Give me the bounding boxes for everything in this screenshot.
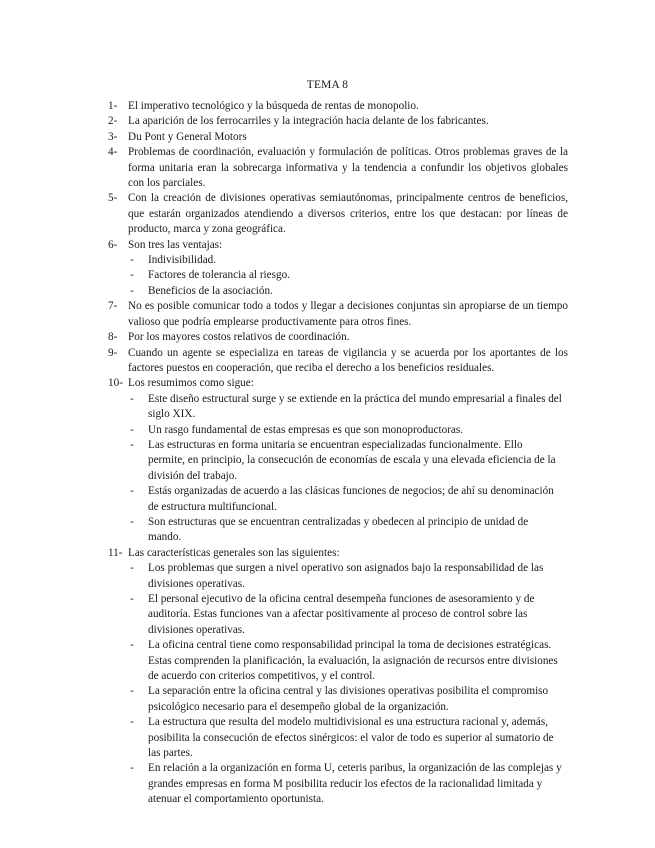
list-item [108,346,568,377]
list-item-text: Problemas de coordinación, evaluación y formulación de políticas. Otros problemas graves de la forma unitaria eran la sobrecarga informativa y la tendencia a confundir los objetivos globales con los parciales. [128,146,568,190]
list-item-text: Du Pont y General Motors [128,130,247,143]
dash-bullet: - [130,685,134,698]
list-item [108,546,568,561]
list-item [108,130,568,145]
sub-list-item [108,268,562,283]
list-item-number: 10- [108,377,123,390]
sub-list-item-text: Factores de tolerancia al riesgo. [148,269,290,282]
list-item [108,114,568,129]
dash-bullet: - [130,284,134,297]
list-item-number: 3- [108,130,118,143]
list-item-number: 5- [108,192,118,205]
sub-list-item-text: La oficina central tiene como responsabilidad principal la toma de decisiones estratégicas. Estas comprenden la planificación, la evaluación, la asignación de recursos entre divisiones de acuerdo con criterios competitivos, y el control. [148,639,558,683]
sub-list-item [108,561,562,592]
sub-list-item [108,638,562,684]
list-item-text: El imperativo tecnológico y la búsqueda de rentas de monopolio. [128,100,419,112]
list-item-number: 6- [108,238,118,251]
list-item-number: 11- [108,546,123,559]
list-item-number: 1- [108,100,118,112]
list-item [108,99,568,114]
dash-bullet: - [130,639,134,652]
dash-bullet: - [130,485,134,498]
list-item [108,376,568,391]
dash-bullet: - [130,269,134,282]
list-item [108,145,568,191]
list-item-text: Los resumimos como sigue: [128,377,254,390]
list-item-text: Cuando un agente se especializa en tareas de vigilancia y se acuerda por los aportantes de los factores puestos en cooperación, que reciba el derecho a los beneficios residuales. [128,346,568,374]
sub-list-item [108,438,562,484]
list-item [108,238,568,253]
sub-list-item-text: La estructura que resulta del modelo multidivisional es una estructura racional y, además, posibilita la consecución de efectos sinérgicos: el valor de todo es superior al sumatorio de las partes. [148,716,554,760]
sub-list-item-text: Las estructuras en forma unitaria se encuentran especializadas funcionalmente. Ello permite, en principio, la consecución de economías de escala y una elevada eficiencia de la división del trabajo. [148,438,556,482]
list-item-number: 7- [108,300,118,313]
sub-list-item-text: Un rasgo fundamental de estas empresas es que son monoproductoras. [148,423,464,436]
list-item-text: Son tres las ventajas: [128,238,223,251]
sub-list-item [108,253,562,268]
list-item-text: Con la creación de divisiones operativas semiautónomas, principalmente centros de beneficios, que estarán organizados atendiendo a diversos criterios, entre los que destacan: por líneas de producto, marca y zona geográfica. [128,192,568,236]
sub-list-item-text: Estás organizadas de acuerdo a las clásicas funciones de negocios; de ahí su denominación de estructura multifuncional. [148,485,554,513]
dash-bullet: - [130,392,134,405]
sub-list-item-text: Beneficios de la asociación. [148,284,273,297]
sub-list-item [108,715,562,761]
dash-bullet: - [130,254,134,267]
numbered-list [108,99,568,808]
dash-bullet: - [130,562,134,575]
list-item [108,299,568,330]
list-item-text: Las características generales son las siguientes: [128,546,340,559]
sub-list-item-text: Este diseño estructural surge y se extiende en la práctica del mundo empresarial a finales del siglo XIX. [148,392,562,421]
list-item-number: 9- [108,346,118,359]
list-item-number: 8- [108,331,118,344]
sub-list-item [108,761,562,807]
sub-list-item-text: Son estructuras que se encuentran centralizadas y obedecen al principio de unidad de mando. [148,515,529,544]
sub-list-item [108,515,562,546]
sub-list-item-text: En relación a la organización en forma U, ceteris paribus, la organización de las complejas y grandes empresas en forma M posibilita reducir los efectos de la racionalidad limitada y atenuar el comportamiento oportunista. [148,762,562,806]
list-item-number: 4- [108,146,118,159]
dash-bullet: - [130,716,134,729]
list-item-text: Por los mayores costos relativos de coordinación. [128,331,350,344]
sub-list-item [108,484,562,515]
list-item-text: No es posible comunicar todo a todos y llegar a decisiones conjuntas sin apropiarse de un tiempo valioso que podría emplearse productivamente para otros fines. [128,300,568,328]
dash-bullet: - [130,423,134,436]
list-item [108,191,568,237]
sub-list-item [108,423,562,438]
dash-bullet: - [130,515,134,528]
sub-list-item [108,592,562,638]
sub-list-item [108,284,562,299]
dash-bullet: - [130,593,134,605]
list-item [108,330,568,345]
sub-list-item-text: Indivisibilidad. [148,254,217,267]
sub-list-item [108,392,562,423]
sub-list-item-text: La separación entre la oficina central y las divisiones operativas posibilita el compromiso psicológico necesario para el desempeño global de la organización. [148,685,549,713]
dash-bullet: - [130,438,134,451]
sub-list-item-text: El personal ejecutivo de la oficina central desempeña funciones de asesoramiento y de auditoría. Estas funciones van a afectar positivamente al proceso de control sobre las divisiones operativas. [148,593,535,636]
list-item-number: 2- [108,115,118,128]
list-item-text: La aparición de los ferrocarriles y la integración hacia delante de los fabricantes. [128,115,489,128]
sub-list-item [108,684,562,715]
sub-list-item-text: Los problemas que surgen a nivel operativo son asignados bajo la responsabilidad de las divisiones operativas. [148,562,544,590]
dash-bullet: - [130,762,134,775]
page-title: TEMA 8 [306,79,349,91]
